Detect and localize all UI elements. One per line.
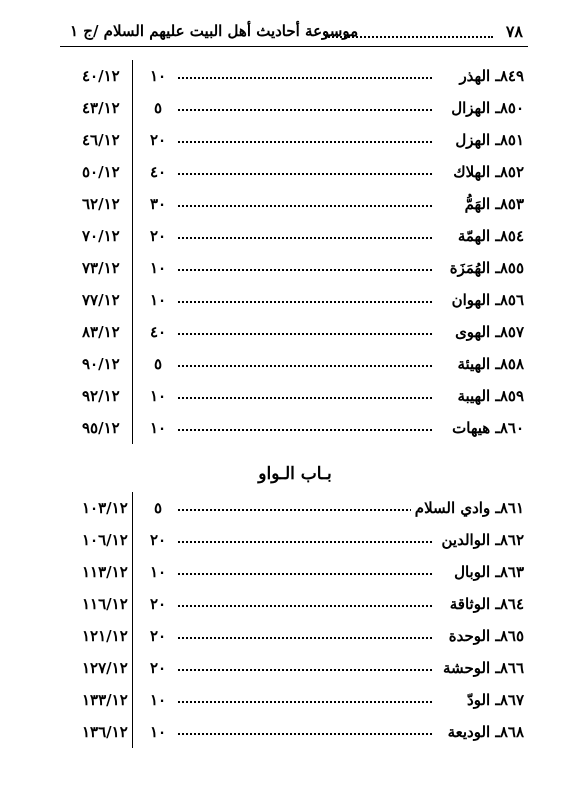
hadith-count: ١٠ [149, 419, 167, 437]
index-entry [60, 348, 528, 380]
hadith-count: ٢٠ [149, 531, 167, 549]
leader-dots [178, 333, 432, 335]
leader-dots [178, 77, 432, 79]
leader-dots [178, 365, 432, 367]
volume-page-ref: ٦٢/١٢ [82, 195, 120, 213]
index-entry [60, 684, 528, 716]
hadith-count: ١٠ [149, 259, 167, 277]
index-entry [60, 316, 528, 348]
leader-dots [178, 141, 432, 143]
hadith-count: ٣٠ [149, 195, 167, 213]
leader-dots [178, 205, 432, 207]
entry-term: ٨٥٩ـ الهيبة [453, 386, 524, 406]
leader-dots [178, 509, 432, 511]
index-entry [60, 620, 528, 652]
index-entry [60, 556, 528, 588]
entry-term: ٨٦٦ـ الوحشة [439, 658, 524, 678]
entry-term: ٨٦٧ـ الودّ [463, 690, 524, 710]
leader-dots [178, 301, 432, 303]
leader-dots [178, 637, 432, 639]
section-title: بـاب الـواو [258, 464, 332, 484]
hadith-count: ٢٠ [149, 595, 167, 613]
volume-page-ref: ٤٠/١٢ [82, 67, 120, 85]
index-entry [60, 492, 528, 524]
hadith-count: ١٠ [149, 67, 167, 85]
entry-term: ٨٦٣ـ الوبال [450, 562, 524, 582]
leader-dots [178, 605, 432, 607]
entry-term: ٨٥١ـ الهزل [451, 130, 524, 150]
hadith-count: ٥ [153, 99, 163, 117]
volume-page-ref: ١٢٧/١٢ [82, 659, 128, 677]
volume-page-ref: ٧٧/١٢ [82, 291, 120, 309]
leader-dots [178, 397, 432, 399]
entry-term: ٨٥٤ـ الهمّة [454, 226, 524, 246]
volume-page-ref: ١١٦/١٢ [82, 595, 128, 613]
hadith-count: ٤٠ [149, 163, 167, 181]
hadith-count: ١٠ [149, 691, 167, 709]
volume-page-ref: ٩٥/١٢ [82, 419, 120, 437]
index-entry [60, 220, 528, 252]
index-entry [60, 92, 528, 124]
entry-term: ٨٥٨ـ الهيئة [453, 354, 524, 374]
volume-page-ref: ١٠٣/١٢ [82, 499, 128, 517]
entry-term: ٨٤٩ـ الهذر [455, 66, 524, 86]
hadith-count: ١٠ [149, 563, 167, 581]
hadith-count: ٢٠ [149, 227, 167, 245]
hadith-count: ٢٠ [149, 131, 167, 149]
volume-page-ref: ١٣٦/١٢ [82, 723, 128, 741]
volume-page-ref: ٤٦/١٢ [82, 131, 120, 149]
volume-page-ref: ١٢١/١٢ [82, 627, 128, 645]
leader-dots [178, 733, 432, 735]
index-entry [60, 156, 528, 188]
running-header [70, 22, 523, 44]
leader-dots [178, 269, 432, 271]
volume-page-ref: ٤٣/١٢ [82, 99, 120, 117]
volume-page-ref: ١٣٣/١٢ [82, 691, 128, 709]
volume-page-ref: ٧٠/١٢ [82, 227, 120, 245]
running-title: موسوعة أحاديث أهل البيت عليهم السلام /ج ١ [70, 22, 359, 40]
volume-page-ref: ٨٣/١٢ [82, 323, 120, 341]
leader-dots [178, 109, 432, 111]
index-entry [60, 380, 528, 412]
entry-term: ٨٥٢ـ الهلاك [449, 162, 524, 182]
leader-dots [178, 541, 432, 543]
index-entry [60, 652, 528, 684]
hadith-count: ٢٠ [149, 659, 167, 677]
leader-dots [178, 573, 432, 575]
entry-term: ٨٦٠ـ هيهات [448, 418, 524, 438]
page-number: ٧٨ [505, 22, 523, 41]
leader-dots [178, 429, 432, 431]
hadith-count: ١٠ [149, 723, 167, 741]
index-entry [60, 124, 528, 156]
index-entry [60, 252, 528, 284]
leader-dots [178, 173, 432, 175]
entry-term: ٨٦٥ـ الوحدة [445, 626, 524, 646]
hadith-count: ٥ [153, 499, 163, 517]
hadith-count: ١٠ [149, 291, 167, 309]
index-entry [60, 60, 528, 92]
entry-term: ٨٥٠ـ الهزال [447, 98, 524, 118]
header-rule [60, 46, 528, 47]
entry-term: ٨٥٣ـ الهَمُّ [461, 194, 524, 214]
entry-term: ٨٦٢ـ الوالدين [438, 530, 524, 550]
volume-page-ref: ١١٣/١٢ [82, 563, 128, 581]
index-table-top [60, 60, 528, 444]
index-entry [60, 524, 528, 556]
index-entry [60, 588, 528, 620]
leader-dots [178, 237, 432, 239]
hadith-count: ٥ [153, 355, 163, 373]
entry-term: ٨٦١ـ وادي السلام [411, 498, 524, 518]
volume-page-ref: ١٠٦/١٢ [82, 531, 128, 549]
entry-term: ٨٥٧ـ الهوى [451, 322, 524, 342]
hadith-count: ٤٠ [149, 323, 167, 341]
index-entry [60, 412, 528, 444]
entry-term: ٨٥٥ـ الهُمَزَة [446, 258, 524, 278]
volume-page-ref: ٩٠/١٢ [82, 355, 120, 373]
leader-dots [178, 669, 432, 671]
index-entry [60, 188, 528, 220]
hadith-count: ٢٠ [149, 627, 167, 645]
entry-term: ٨٦٤ـ الوثاقة [446, 594, 524, 614]
volume-page-ref: ٥٠/١٢ [82, 163, 120, 181]
volume-page-ref: ٧٣/١٢ [82, 259, 120, 277]
index-table-bottom [60, 492, 528, 748]
leader-dots [178, 701, 432, 703]
hadith-count: ١٠ [149, 387, 167, 405]
entry-term: ٨٥٦ـ الهوان [448, 290, 524, 310]
entry-term: ٨٦٨ـ الوديعة [444, 722, 524, 742]
volume-page-ref: ٩٢/١٢ [82, 387, 120, 405]
index-entry [60, 284, 528, 316]
index-entry [60, 716, 528, 748]
